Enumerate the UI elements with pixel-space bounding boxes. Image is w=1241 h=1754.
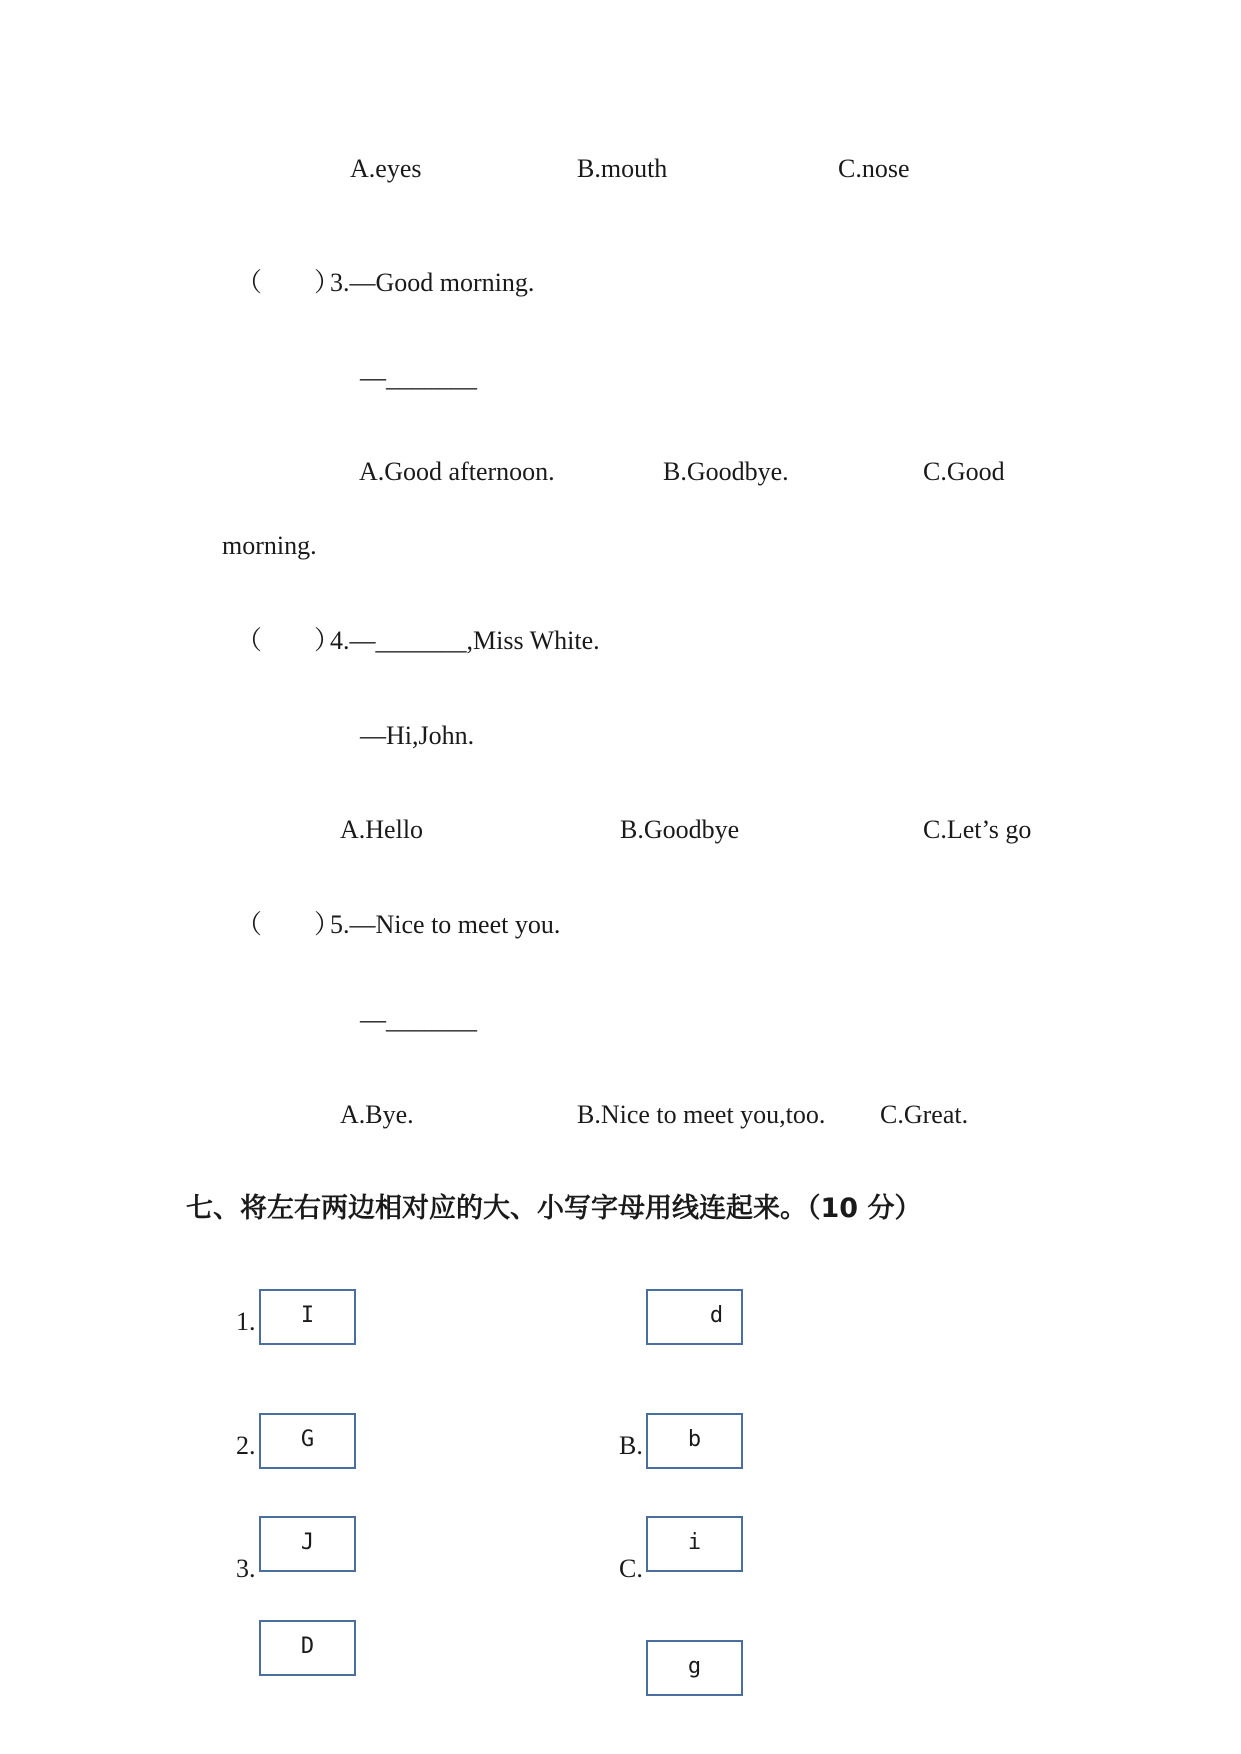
q3-option-c-wrap: morning. — [222, 531, 317, 560]
lowercase-letter: g — [687, 1654, 702, 1679]
lowercase-box-g[interactable] — [646, 1640, 743, 1696]
q5-question: 5.—Nice to meet you. — [330, 910, 561, 939]
q3-option-b: B.Goodbye. — [663, 457, 789, 486]
uppercase-letter: J — [300, 1530, 315, 1555]
uppercase-letter: I — [300, 1303, 315, 1328]
left-label-1: 1. — [236, 1307, 256, 1336]
q4-option-b: B.Goodbye — [620, 815, 740, 844]
q3-option-a: A.Good afternoon. — [359, 457, 555, 486]
q4-answer-line: —Hi,John. — [360, 721, 475, 750]
q2-option-a: A.eyes — [350, 154, 422, 183]
uppercase-letter: D — [300, 1634, 315, 1659]
lowercase-letter: b — [687, 1427, 702, 1452]
q3-option-c: C.Good — [923, 457, 1005, 486]
uppercase-box-I[interactable] — [259, 1289, 356, 1345]
q3-answer-paren[interactable]: （ ） — [236, 268, 341, 297]
right-label-b: B. — [619, 1431, 643, 1460]
q2-option-c: C.nose — [838, 154, 910, 183]
q5-option-b: B.Nice to meet you,too. — [577, 1100, 826, 1129]
q5-answer-paren[interactable]: （ ） — [236, 910, 341, 939]
q4-option-c: C.Let’s go — [923, 815, 1032, 844]
lowercase-letter: d — [709, 1303, 724, 1328]
lowercase-box-b[interactable] — [646, 1413, 743, 1469]
section-7-heading: 七、将左右两边相对应的大、小写字母用线连起来。（10 分） — [186, 1193, 922, 1224]
q3-answer-line: —_______ — [360, 363, 477, 392]
q4-question: 4.—_______,Miss White. — [330, 626, 600, 655]
uppercase-letter: G — [300, 1427, 315, 1452]
lowercase-box-d[interactable] — [646, 1289, 743, 1345]
q2-option-b: B.mouth — [577, 154, 668, 183]
q5-option-a: A.Bye. — [340, 1100, 414, 1129]
q3-question: 3.—Good morning. — [330, 268, 535, 297]
q4-answer-paren[interactable]: （ ） — [236, 626, 341, 655]
right-label-c: C. — [619, 1554, 643, 1583]
left-label-2: 2. — [236, 1431, 256, 1460]
uppercase-box-J[interactable] — [259, 1516, 356, 1572]
q5-answer-line: —_______ — [360, 1005, 477, 1034]
uppercase-box-G[interactable] — [259, 1413, 356, 1469]
lowercase-box-i[interactable] — [646, 1516, 743, 1572]
lowercase-letter: i — [687, 1530, 702, 1555]
q4-option-a: A.Hello — [340, 815, 424, 844]
q5-option-c: C.Great. — [880, 1100, 969, 1129]
uppercase-box-D[interactable] — [259, 1620, 356, 1676]
left-label-3: 3. — [236, 1554, 256, 1583]
